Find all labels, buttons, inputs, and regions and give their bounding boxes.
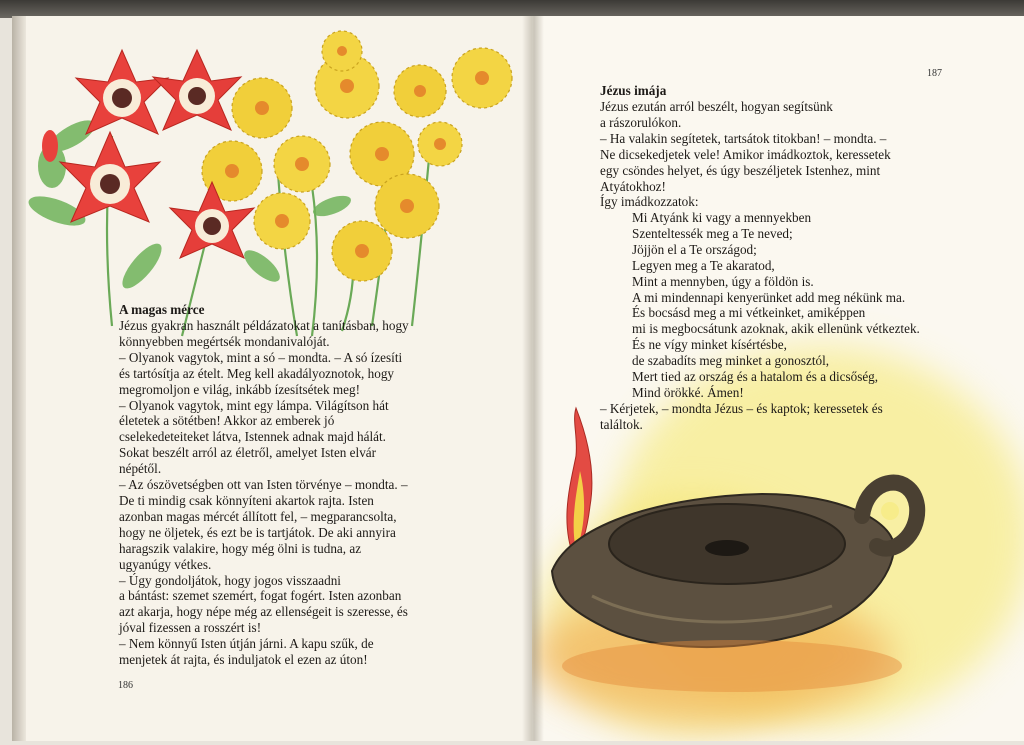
prayer-line: Legyen meg a Te akaratod, — [632, 257, 775, 273]
prayer-line: mi is megbocsátunk azoknak, akik ellenünk vétkeztek. — [632, 321, 920, 337]
right-page — [532, 16, 1024, 741]
text-line: – Nem könnyű Isten útján járni. A kapu szűk, de — [119, 636, 374, 652]
text-line: ugyanúgy vétkes. — [119, 556, 212, 572]
page-number-left: 186 — [118, 680, 133, 691]
text-line: jóval fizessen a rosszért is! — [119, 620, 262, 636]
text-line: haragszik valakire, hogy még ölni is tudna, az — [119, 540, 362, 556]
text-line: – Olyanok vagytok, mint egy lámpa. Világítson hát — [119, 397, 389, 413]
flower-illustration — [12, 16, 532, 346]
prayer-block — [632, 210, 920, 401]
text-line: – Kérjetek, – mondta Jézus – és kaptok; keressetek és — [600, 401, 883, 416]
text-line: népétől. — [119, 461, 162, 477]
left-title: A magas mérce — [119, 302, 205, 317]
text-line: azt akarja, hogy népe még az ellenségeit is szeresse, és — [119, 604, 408, 620]
text-line: hogy ne öljetek, és ezt be is tartjátok. De aki annyira — [119, 524, 396, 540]
text-line: megromoljon e világ, inkább ízesítsétek meg! — [119, 381, 360, 397]
prayer-line: És ne vígy minket kísértésbe, — [632, 337, 787, 353]
text-line: a rászorulókon. — [600, 114, 682, 130]
text-line: találtok. — [600, 416, 643, 432]
text-line: Jézus gyakran használt példázatokat a tanításban, hogy — [119, 318, 409, 333]
text-line: Atyátokhoz! — [600, 178, 666, 194]
left-body — [119, 318, 409, 668]
text-line: – Ha valakin segítetek, tartsátok titokban! – mondta. – — [600, 130, 887, 146]
page-number-right: 187 — [927, 68, 942, 79]
right-body — [600, 99, 891, 210]
text-line: cselekedeteiteket látva, Istennek adnak majd hálát. — [119, 429, 386, 445]
book-gutter — [522, 16, 544, 741]
text-line: Sokat beszélt arról az életről, amelyet Isten elvár — [119, 445, 377, 461]
text-line: – Az ószövetségben ott van Isten törvénye – mondta. – — [119, 477, 408, 493]
prayer-line: A mi mindennapi kenyerünket add meg nékünk ma. — [632, 289, 906, 305]
text-line: egy csöndes helyet, és úgy beszéljetek Istenhez, mint — [600, 162, 881, 178]
text-line: Ne dicsekedjetek vele! Amikor imádkoztok, keressetek — [600, 146, 891, 162]
text-line: azonban magas mércét állított fel, – megparancsolta, — [119, 508, 397, 524]
prayer-line: És bocsásd meg a mi vétkeinket, amiképpen — [632, 305, 866, 321]
text-line: – Olyanok vagytok, mint a só – mondta. – A só ízesíti — [119, 349, 403, 365]
text-line: és tartósítja az ételt. Meg kell akadályoznotok, hogy — [119, 365, 395, 381]
text-line: menjetek át rajta, és induljatok el ezen az úton! — [119, 652, 368, 668]
text-line: Így imádkozzatok: — [600, 194, 699, 210]
prayer-line: de szabadíts meg minket a gonosztól, — [632, 353, 830, 369]
text-line: – Úgy gondoljátok, hogy jogos visszaadni — [119, 572, 341, 588]
prayer-line: Mint a mennyben, úgy a földön is. — [632, 273, 814, 289]
text-line: könnyebben megértsék mondanivalóját. — [119, 333, 330, 349]
prayer-line: Mert tied az ország és a hatalom és a dicsőség, — [632, 369, 879, 385]
prayer-line: Mi Atyánk ki vagy a mennyekben — [632, 210, 812, 225]
text-line: életetek a sötétben! Akkor az emberek jó — [119, 413, 335, 429]
prayer-line: Jöjjön el a Te országod; — [632, 241, 757, 257]
prayer-line: Mind örökké. Ámen! — [632, 384, 744, 400]
text-line: De ti mindig csak könnyíteni akartok rajta. Isten — [119, 492, 374, 508]
closing-block — [600, 401, 883, 433]
prayer-line: Szenteltessék meg a Te neved; — [632, 225, 793, 241]
yellow-daisies — [202, 31, 512, 281]
text-line: a bántást: szemet szemért, fogat fogért. Isten azonban — [119, 588, 402, 604]
text-line: Jézus ezután arról beszélt, hogyan segítsünk — [600, 99, 833, 114]
right-title: Jézus imája — [600, 83, 667, 98]
left-page — [12, 16, 532, 741]
